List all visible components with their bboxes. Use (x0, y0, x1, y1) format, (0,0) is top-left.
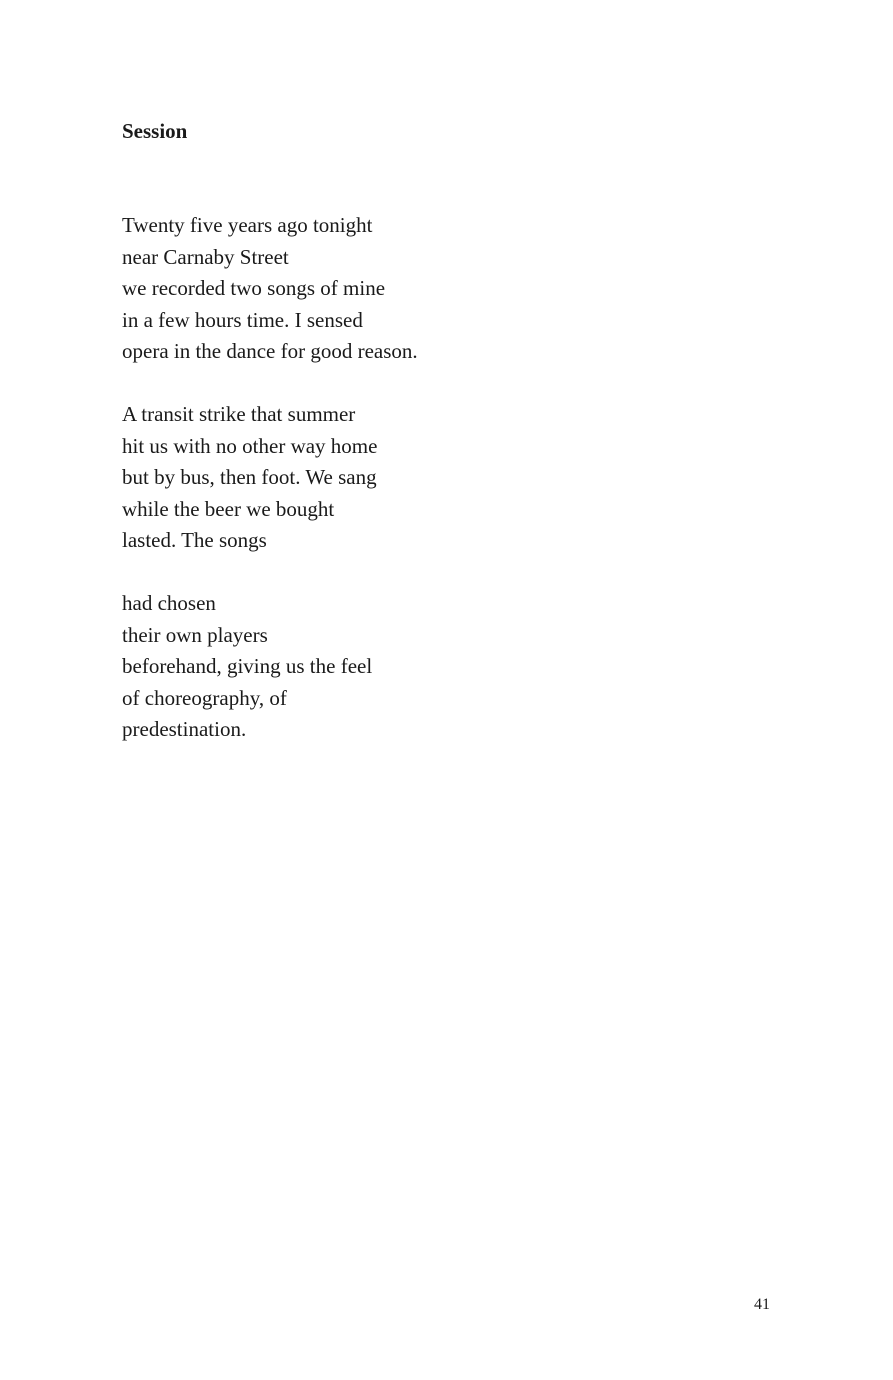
poem-title: Session (122, 119, 188, 143)
poem-body (122, 210, 762, 777)
poem-line: hit us with no other way home (122, 433, 378, 458)
poem-line: opera in the dance for good reason. (122, 339, 418, 363)
poem-line: near Carnaby Street (122, 244, 289, 269)
page-number: 41 (754, 1296, 770, 1313)
poem-line: beforehand, giving us the feel (122, 654, 373, 678)
poem-line: but by bus, then foot. We sang (122, 465, 377, 489)
poem-line: of choreography, of (122, 685, 287, 710)
stanza-1 (122, 210, 762, 368)
poem-line: A transit strike that summer (122, 402, 356, 426)
poem-line: their own players (122, 622, 268, 647)
poem-line: had chosen (122, 591, 216, 615)
poem-line: while the beer we bought (122, 496, 335, 521)
poem-line: lasted. The songs (122, 528, 267, 552)
poem-line: we recorded two songs of mine (122, 276, 386, 300)
poem-line: predestination. (122, 717, 247, 741)
poem-line: in a few hours time. I sensed (122, 307, 363, 332)
stanza-3 (122, 588, 762, 746)
stanza-2 (122, 399, 762, 557)
poem-line: Twenty five years ago tonight (122, 213, 373, 237)
